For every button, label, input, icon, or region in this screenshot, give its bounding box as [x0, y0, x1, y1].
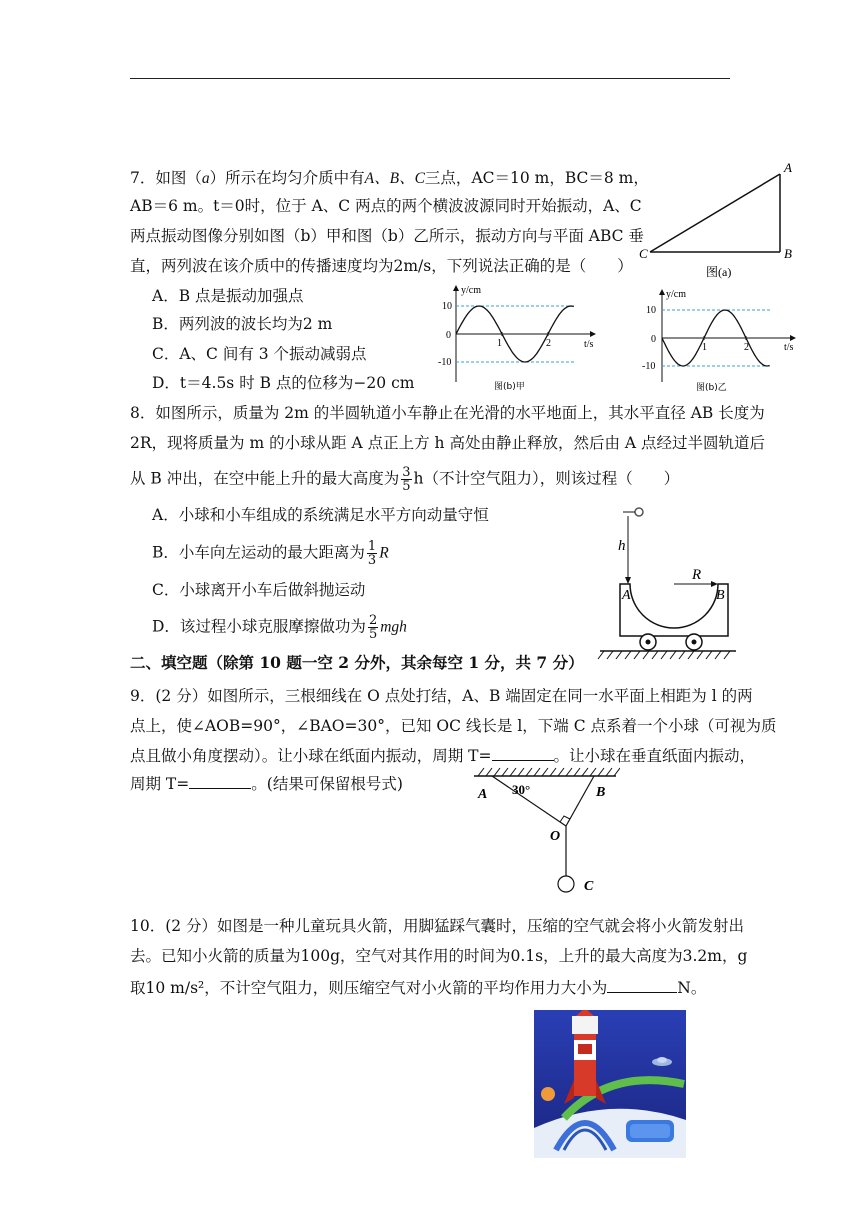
- q8-line-1: 8．如图所示，质量为 2m 的半圆轨道小车静止在光滑的水平地面上，其水平直径 AB 长度为: [130, 404, 765, 422]
- figure-a-caption: 图(a): [706, 265, 732, 279]
- graph-yi-t1: 1: [702, 342, 707, 353]
- figure-a-triangle: [636, 160, 796, 282]
- graph-yi-ybottom: -10: [642, 361, 656, 372]
- q7-line-2: AB＝6 m。t＝0时，位于 A、C 两点的两个横波波源同时开始振动，A、C: [130, 197, 642, 215]
- fraction-three-fifths: $\frac{3}{5}$: [402, 465, 411, 494]
- height-h-label: h: [618, 538, 626, 554]
- q8-option-d: D．该过程小球克服摩擦做功为 $\frac{2}{5}$ mgh: [152, 613, 407, 642]
- q7-line-3: 两点振动图像分别如图（b）甲和图（b）乙所示，振动方向与平面 ABC 垂: [130, 227, 644, 245]
- pend-o-label: O: [550, 829, 561, 844]
- q9-line-2: 点上，使∠AOB=90°，∠BAO=30°，已知 OC 线长是 l，下端 C 点系着一个小球（可视为质: [130, 717, 777, 735]
- q7-option-a: A．B 点是振动加强点: [152, 287, 304, 305]
- q8-option-b: B．小车向左运动的最大距离为 $\frac{1}{3}$ R: [152, 539, 389, 568]
- q10-line-1: 10．(2 分）如图是一种儿童玩具火箭，用脚猛踩气囊时，压缩的空气就会将小火箭发射出: [130, 917, 745, 935]
- q8-option-c: C．小球离开小车后做斜抛运动: [152, 581, 366, 599]
- graph-jia-caption: 图(b)甲: [494, 382, 525, 392]
- pend-c-label: C: [584, 879, 594, 894]
- graph-yi-caption: 图(b)乙: [696, 383, 727, 393]
- cart-point-a-label: A: [622, 588, 631, 603]
- q10-line-2: 去。已知小火箭的质量为100g，空气对其作用的时间为0.1s，上升的最大高度为3.2m，g: [130, 947, 748, 965]
- pend-a-label: A: [478, 787, 488, 802]
- graph-yi-ytop: 10: [646, 305, 656, 316]
- header-rule: [130, 78, 730, 79]
- q7-line-4: 直，两列波在该介质中的传播速度均为2m/s，下列说法正确的是（ ）: [130, 257, 633, 275]
- section-2-heading: 二、填空题（除第 10 题一空 2 分外，其余每空 1 分，共 7 分）: [130, 653, 584, 672]
- point-b-label: B: [784, 246, 792, 261]
- graph-jia-ylabel: y/cm: [461, 285, 481, 296]
- point-c-label: C: [639, 246, 648, 261]
- q7-option-b: B．两列波的波长均为2 m: [152, 315, 333, 333]
- point-a-label: A: [784, 160, 792, 175]
- graph-jia-t1: 1: [497, 338, 502, 349]
- q7-option-c: C．A、C 间有 3 个振动减弱点: [152, 345, 367, 363]
- figure-cart: [596, 500, 742, 664]
- toy-rocket-photo: [534, 1010, 686, 1158]
- answer-blank-3[interactable]: [607, 976, 677, 993]
- graph-yi-ylabel: y/cm: [666, 289, 686, 300]
- graph-yi-xlabel: t/s: [784, 342, 794, 353]
- q9-line-3: 点且做小角度摆动）。让小球在纸面内振动，周期 T= 。让小球在垂直纸面内振动，: [130, 744, 755, 766]
- graph-yi-yzero: 0: [651, 334, 656, 345]
- q8-line-3: 从 B 冲出，在空中能上升的最大高度为 $\frac{3}{5}$ h（不计空气阻力），则该过程（ ）: [130, 465, 680, 494]
- graph-jia-yzero: 0: [446, 330, 451, 341]
- radius-r-label: R: [692, 567, 702, 583]
- graph-b-jia: [424, 282, 604, 394]
- cart-point-b-label: B: [716, 588, 725, 603]
- q8-line-2: 2R，现将质量为 m 的小球从距 A 点正上方 h 高处由静止释放，然后由 A 点经过半圆轨道后: [130, 434, 766, 452]
- q7-line-1: 7．如图（a）所示在均匀介质中有A、B、C三点，AC＝10 m，BC＝8 m，: [130, 169, 649, 187]
- q8-option-a: A．小球和小车组成的系统满足水平方向动量守恒: [152, 506, 489, 524]
- graph-yi-t2: 2: [744, 342, 749, 353]
- graph-jia-t2: 2: [546, 338, 551, 349]
- answer-blank-1[interactable]: [492, 744, 554, 761]
- graph-jia-ybottom: -10: [438, 357, 452, 368]
- q10-line-3: 取10 m/s²，不计空气阻力，则压缩空气对小火箭的平均作用力大小为 N。: [130, 976, 706, 998]
- q9-line-1: 9．(2 分）如图所示，三根细线在 O 点处打结，A、B 端固定在同一水平面上相距为 l 的两: [130, 687, 753, 705]
- figure-pendulum: [470, 766, 620, 898]
- pend-b-label: B: [596, 785, 606, 800]
- fraction-two-fifths: $\frac{2}{5}$: [368, 613, 378, 642]
- fraction-one-third: $\frac{1}{3}$: [367, 539, 377, 568]
- pend-angle-label: 30°: [512, 782, 531, 797]
- graph-jia-ytop: 10: [442, 301, 452, 312]
- q7-option-d: D．t＝4.5s 时 B 点的位移为−20 cm: [152, 374, 415, 392]
- answer-blank-2[interactable]: [189, 772, 251, 789]
- graph-b-yi: [636, 286, 804, 396]
- graph-jia-xlabel: t/s: [584, 339, 594, 350]
- q9-line-4: 周期 T= 。(结果可保留根号式): [130, 772, 403, 794]
